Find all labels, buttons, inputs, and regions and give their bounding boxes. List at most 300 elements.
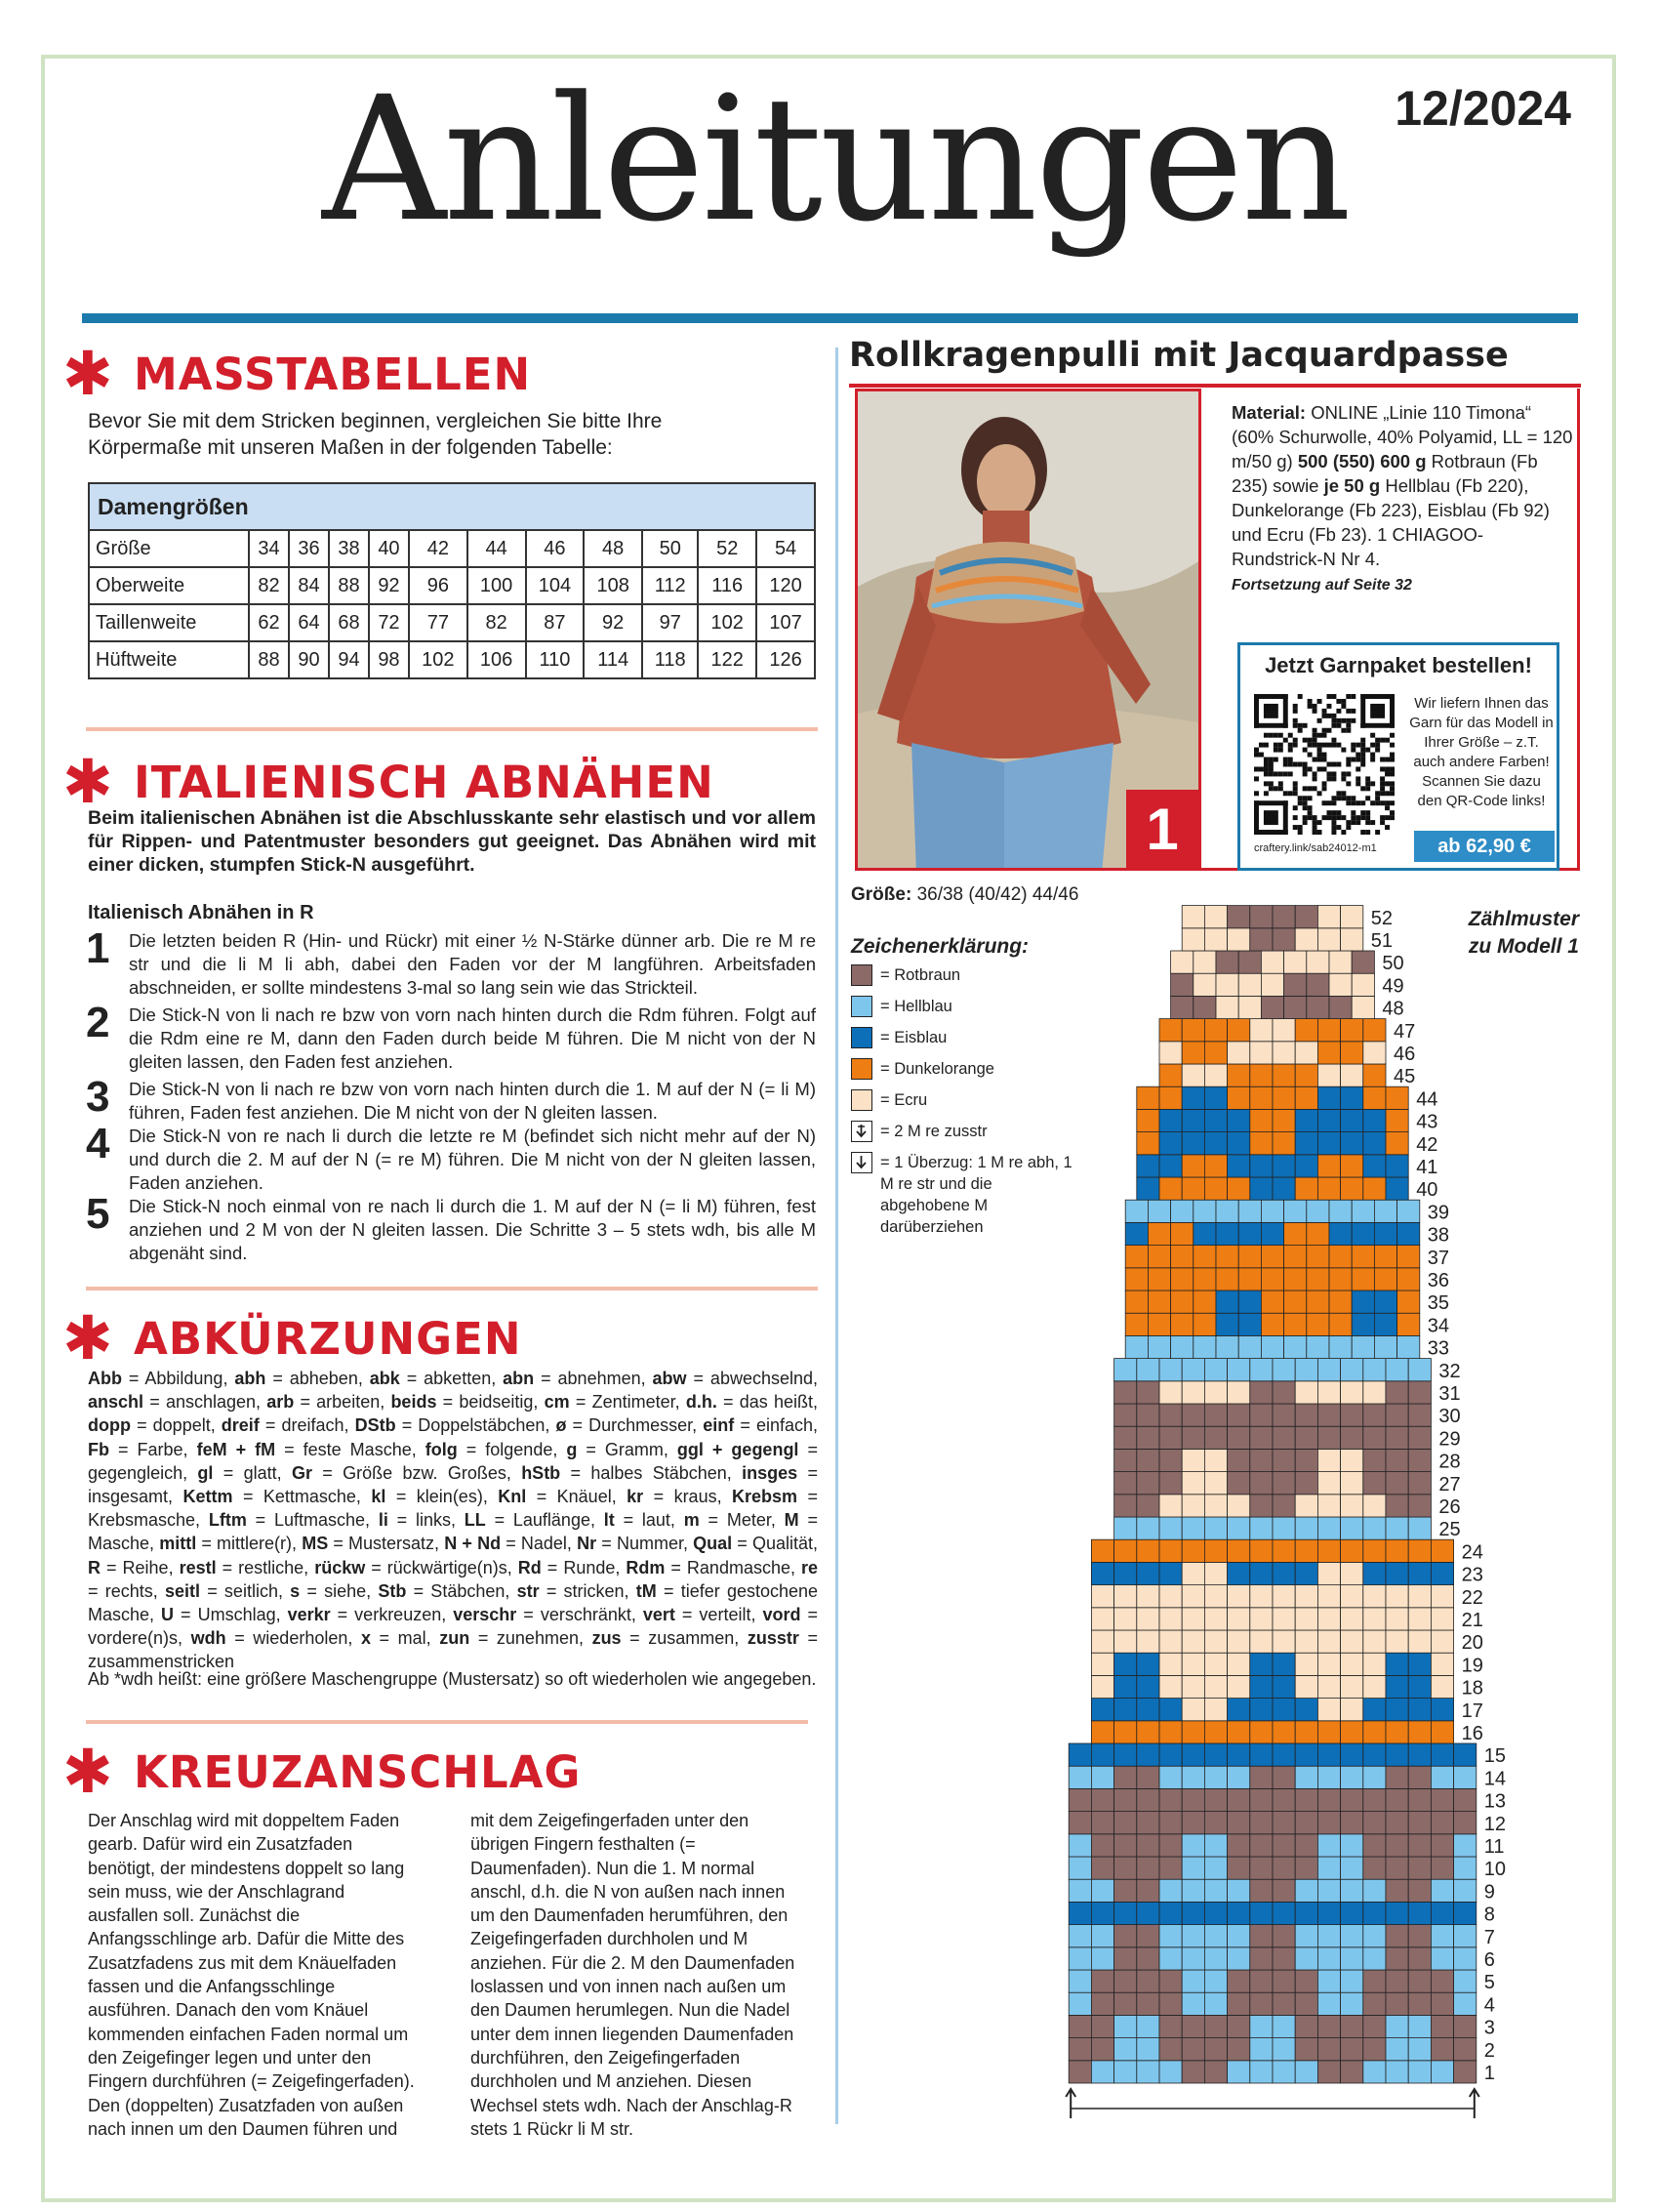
chart-cell	[1204, 1086, 1227, 1109]
chart-cell	[1408, 1653, 1431, 1675]
chart-cell	[1159, 1495, 1182, 1517]
abbreviation-item: ø = Durchmesser,	[555, 1415, 704, 1436]
chart-cell	[1137, 1902, 1159, 1924]
chart-cell	[1386, 1902, 1408, 1924]
size-table-cell: 118	[642, 641, 698, 678]
italienisch-intro: Beim italienischen Abnähen ist die Abschlusskante sehr elastisch und vor allem für Rippen- und Patentmuster besonders gut geeignet. Das Abnähen wird mit einer dicken, stumpfen Stick-N ausgeführt.	[88, 807, 816, 876]
chart-cell	[1182, 1721, 1204, 1743]
chart-cell	[1363, 1495, 1386, 1517]
chart-cell	[1137, 1426, 1159, 1449]
chart-row-number: 2	[1483, 2039, 1495, 2062]
abbreviation-item: d.h. = das heißt,	[685, 1392, 818, 1413]
chart-cell	[1317, 1857, 1340, 1879]
chart-cell	[1386, 1675, 1408, 1698]
chart-cell	[1341, 1766, 1363, 1788]
chart-cell	[1228, 906, 1250, 928]
chart-cell	[1273, 2015, 1295, 2037]
chart-cell	[1295, 1042, 1317, 1064]
step-item	[86, 1120, 816, 1195]
chart-cell	[1431, 1766, 1453, 1788]
abbreviation-term: mittl	[159, 1534, 197, 1554]
chart-cell	[1363, 1834, 1386, 1857]
chart-cell	[1363, 1426, 1386, 1449]
abbreviation-item: Rdm = Randmasche,	[626, 1557, 801, 1577]
chart-cell	[1114, 1834, 1137, 1857]
chart-cell	[1182, 1404, 1204, 1426]
chart-cell	[1273, 1132, 1295, 1155]
chart-cell	[1386, 1925, 1408, 1947]
chart-cell	[1386, 2038, 1408, 2061]
chart-cell	[1137, 1925, 1159, 1947]
chart-cell	[1069, 1947, 1091, 1970]
chart-cell	[1114, 1472, 1137, 1495]
chart-cell	[1228, 1426, 1250, 1449]
chart-cell	[1137, 1495, 1159, 1517]
chart-cell	[1069, 1970, 1091, 1992]
chart-cell	[1386, 1155, 1408, 1177]
abbreviation-term: str	[516, 1580, 540, 1601]
chart-cell	[1204, 1675, 1227, 1698]
chart-cell	[1228, 1495, 1250, 1517]
chart-cell	[1341, 1608, 1363, 1630]
abbreviation-term: Rdm	[626, 1557, 666, 1577]
chart-cell	[1329, 951, 1352, 973]
chart-cell	[1341, 1064, 1363, 1086]
abbreviation-term: ggl + gegengl	[676, 1439, 799, 1459]
abbreviation-term: LL	[464, 1510, 486, 1531]
chart-cell	[1159, 1449, 1182, 1471]
chart-cell	[1250, 1539, 1273, 1562]
chart-cell	[1273, 1472, 1295, 1495]
chart-cell	[1238, 1200, 1261, 1222]
chart-cell	[1295, 1970, 1317, 1992]
chart-cell	[1137, 1947, 1159, 1970]
abbreviation-term: d.h.	[685, 1392, 717, 1413]
chart-cell	[1273, 1064, 1295, 1086]
material-needle: 1 CHIAGOO-Rundstrick-N Nr 4.	[1232, 524, 1484, 569]
chart-cell	[1397, 1246, 1420, 1268]
chart-cell	[1317, 2038, 1340, 2061]
chart-cell	[1159, 1812, 1182, 1834]
chart-cell	[1341, 1857, 1363, 1879]
chart-cell	[1273, 1879, 1295, 1902]
abbreviation-term: restl	[179, 1557, 217, 1577]
chart-cell	[1341, 1743, 1363, 1766]
promo-url[interactable]: craftery.link/sab24012-m1	[1254, 842, 1377, 854]
chart-cell	[1273, 1788, 1295, 1811]
chart-caption-line2: zu Modell 1	[1468, 935, 1579, 958]
chart-cell	[1204, 1992, 1227, 2015]
chart-row-number: 39	[1427, 1202, 1450, 1224]
chart-cell	[1238, 1246, 1261, 1268]
chart-cell	[1228, 1743, 1250, 1766]
chart-cell	[1431, 1925, 1453, 1947]
chart-cell	[1069, 1788, 1091, 1811]
chart-cell	[1386, 1812, 1408, 1834]
chart-cell	[1250, 928, 1273, 951]
chart-cell	[1341, 1788, 1363, 1811]
size-table-cell: 100	[467, 567, 526, 604]
chart-cell	[1159, 1539, 1182, 1562]
chart-cell	[1273, 1517, 1295, 1539]
chart-cell	[1137, 1562, 1159, 1584]
chart-cell	[1159, 1086, 1182, 1109]
size-table-row-label: Oberweite	[89, 567, 249, 604]
abbreviation-term: verschr	[453, 1605, 517, 1625]
chart-cell	[1159, 1426, 1182, 1449]
chart-cell	[1317, 2061, 1340, 2083]
legend-label: = 2 M re zusstr	[880, 1123, 988, 1140]
chart-cell	[1159, 1925, 1182, 1947]
chart-cell	[1204, 1177, 1227, 1200]
chart-cell	[1091, 1653, 1113, 1675]
chart-cell	[1204, 1472, 1227, 1495]
abbreviation-item: dopp = doppelt,	[88, 1415, 222, 1436]
chart-cell	[1363, 1449, 1386, 1471]
chart-cell	[1295, 1472, 1317, 1495]
chart-cell	[1204, 1539, 1227, 1562]
chart-cell	[1125, 1246, 1148, 1268]
chart-cell	[1317, 1879, 1340, 1902]
chart-cell	[1317, 928, 1340, 951]
chart-cell	[1363, 1472, 1386, 1495]
chart-cell	[1250, 1834, 1273, 1857]
chart-cell	[1091, 1766, 1113, 1788]
chart-row-number: 23	[1461, 1564, 1483, 1586]
chart-cell	[1273, 1495, 1295, 1517]
chart-cell	[1228, 1177, 1250, 1200]
chart-row-number: 28	[1438, 1451, 1461, 1473]
chart-cell	[1363, 1539, 1386, 1562]
size-table-cell: 72	[369, 604, 409, 641]
chart-cell	[1250, 1495, 1273, 1517]
chart-cell	[1114, 1925, 1137, 1947]
chart-cell	[1261, 973, 1283, 996]
chart-cell	[1250, 1788, 1273, 1811]
chart-cell	[1182, 1132, 1204, 1155]
chart-cell	[1250, 1879, 1273, 1902]
abbreviation-item: arb = arbeiten,	[266, 1392, 391, 1413]
chart-cell	[1250, 1562, 1273, 1584]
chart-cell	[1454, 1766, 1477, 1788]
chart-row-number: 8	[1483, 1904, 1495, 1926]
chart-cell	[1386, 1947, 1408, 1970]
chart-cell	[1273, 1630, 1295, 1653]
chart-cell	[1228, 2061, 1250, 2083]
chart-cell	[1204, 1449, 1227, 1471]
chart-row-number: 3	[1483, 2017, 1495, 2039]
chart-cell	[1137, 1812, 1159, 1834]
chart-cell	[1386, 1381, 1408, 1404]
abbreviation-item: zus = zusammen,	[591, 1628, 748, 1649]
chart-cell	[1182, 1086, 1204, 1109]
chart-cell	[1069, 1834, 1091, 1857]
abbreviation-item: m = Meter,	[683, 1510, 785, 1531]
abbreviation-item: ggl + gegengl = gegengleich,	[88, 1439, 818, 1483]
chart-cell	[1341, 1585, 1363, 1608]
chart-cell	[1295, 1495, 1317, 1517]
chart-cell	[1307, 973, 1329, 996]
chart-cell	[1114, 2038, 1137, 2061]
chart-cell	[1250, 1653, 1273, 1675]
abbreviation-item: Lftm = Luftmasche,	[208, 1510, 379, 1531]
size-table-cell: 34	[249, 530, 289, 567]
chart-cell	[1182, 1879, 1204, 1902]
yarn-package-promo[interactable]	[1237, 642, 1559, 871]
chart-cell	[1408, 1630, 1431, 1653]
section-divider	[86, 1720, 808, 1724]
step-item	[86, 1073, 816, 1125]
chart-cell	[1386, 1472, 1408, 1495]
chart-cell	[1114, 1359, 1137, 1381]
chart-cell	[1148, 1246, 1170, 1268]
chart-cell	[1216, 1268, 1238, 1290]
chart-cell	[1431, 1721, 1453, 1743]
chart-cell	[1137, 1539, 1159, 1562]
abbreviation-term: hStb	[521, 1462, 561, 1483]
chart-cell	[1159, 1766, 1182, 1788]
chart-cell	[1317, 1743, 1340, 1766]
chart-cell	[1137, 1132, 1159, 1155]
chart-cell	[1114, 1857, 1137, 1879]
chart-cell	[1341, 1132, 1363, 1155]
size-table-row	[89, 567, 815, 604]
chart-cell	[1091, 2038, 1113, 2061]
chart-cell	[1431, 1653, 1453, 1675]
chart-cell	[1307, 951, 1329, 973]
chart-cell	[1182, 1495, 1204, 1517]
chart-cell	[1182, 1042, 1204, 1064]
chart-cell	[1386, 1426, 1408, 1449]
asterisk-icon: ✱	[62, 338, 114, 409]
chart-cell	[1250, 1426, 1273, 1449]
chart-row-number: 43	[1416, 1111, 1438, 1133]
chart-cell	[1317, 1812, 1340, 1834]
abbreviation-term: x	[360, 1628, 371, 1649]
chart-cell	[1408, 1788, 1431, 1811]
color-swatch	[851, 1027, 872, 1048]
chart-cell	[1137, 1766, 1159, 1788]
chart-cell	[1228, 1042, 1250, 1064]
abbreviation-term: insges	[742, 1462, 798, 1483]
chart-cell	[1408, 2015, 1431, 2037]
chart-cell	[1295, 1925, 1317, 1947]
abbreviation-item: restl = restliche,	[179, 1557, 315, 1577]
chart-cell	[1317, 1766, 1340, 1788]
abbreviation-term: Abb	[88, 1369, 122, 1388]
chart-cell	[1148, 1200, 1170, 1222]
chart-cell	[1386, 1834, 1408, 1857]
knitting-chart	[1064, 902, 1610, 2122]
chart-cell	[1295, 1766, 1317, 1788]
chart-cell	[1408, 1947, 1431, 1970]
size-table-cell: 44	[467, 530, 526, 567]
chart-cell	[1341, 1630, 1363, 1653]
chart-cell	[1182, 1653, 1204, 1675]
chart-cell	[1204, 2015, 1227, 2037]
chart-row-number: 34	[1427, 1315, 1450, 1337]
chart-cell	[1228, 1585, 1250, 1608]
chart-cell	[1137, 1585, 1159, 1608]
chart-cell	[1273, 1743, 1295, 1766]
chart-cell	[1329, 1290, 1352, 1313]
chart-cell	[1069, 1766, 1091, 1788]
chart-cell	[1273, 1947, 1295, 1970]
abbreviation-term: gl	[197, 1462, 214, 1483]
chart-cell	[1250, 2038, 1273, 2061]
chart-cell	[1273, 1812, 1295, 1834]
chart-cell	[1261, 1200, 1283, 1222]
chart-row-number: 52	[1370, 907, 1394, 929]
chart-cell	[1159, 1155, 1182, 1177]
chart-cell	[1261, 1268, 1283, 1290]
chart-cell	[1250, 1177, 1273, 1200]
size-table-cell: 94	[329, 641, 369, 678]
chart-cell	[1228, 1788, 1250, 1811]
chart-cell	[1182, 1766, 1204, 1788]
chart-cell	[1091, 1812, 1113, 1834]
chart-cell	[1363, 1699, 1386, 1721]
chart-cell	[1386, 1992, 1408, 2015]
range-arrow-icon	[1470, 2089, 1479, 2118]
chart-cell	[1091, 1675, 1113, 1698]
qr-code-icon[interactable]	[1254, 694, 1395, 835]
chart-cell	[1352, 1222, 1374, 1245]
chart-cell	[1341, 1517, 1363, 1539]
chart-cell	[1273, 1857, 1295, 1879]
chart-cell	[1386, 1132, 1408, 1155]
chart-cell	[1125, 1200, 1148, 1222]
size-table-cell: 40	[369, 530, 409, 567]
chart-cell	[1250, 1608, 1273, 1630]
chart-cell	[1273, 2061, 1295, 2083]
abbreviation-item: Abb = Abbildung,	[88, 1369, 235, 1388]
chart-cell	[1386, 1608, 1408, 1630]
chart-cell	[1397, 1222, 1420, 1245]
chart-cell	[1341, 1675, 1363, 1698]
chart-cell	[1317, 1653, 1340, 1675]
chart-cell	[1204, 1743, 1227, 1766]
size-table	[88, 482, 816, 679]
chart-cell	[1204, 1426, 1227, 1449]
abbreviation-term: Krebsm	[732, 1487, 798, 1507]
abbreviation-item: feM + fM = feste Masche,	[196, 1439, 425, 1459]
chart-cell	[1228, 1449, 1250, 1471]
chart-cell	[1204, 1788, 1227, 1811]
chart-cell	[1228, 1834, 1250, 1857]
chart-cell	[1386, 1177, 1408, 1200]
chart-cell	[1148, 1313, 1170, 1335]
chart-cell	[1125, 1290, 1148, 1313]
chart-cell	[1194, 1290, 1216, 1313]
chart-cell	[1454, 1834, 1477, 1857]
chart-cell	[1194, 973, 1216, 996]
legend-label: = Eisblau	[880, 1029, 948, 1046]
abbreviation-item: seitl = seitlich,	[164, 1580, 291, 1601]
chart-cell	[1204, 1585, 1227, 1608]
chart-cell	[1228, 1812, 1250, 1834]
size-table-cell: 116	[698, 567, 756, 604]
size-table-cell: 112	[642, 567, 698, 604]
abbreviation-item: anschl = anschlagen,	[88, 1392, 267, 1413]
chart-cell	[1159, 1857, 1182, 1879]
chart-cell	[1295, 1585, 1317, 1608]
chart-cell	[1352, 951, 1374, 973]
chart-cell	[1182, 1788, 1204, 1811]
chart-cell	[1216, 973, 1238, 996]
chart-cell	[1273, 1902, 1295, 1924]
chart-cell	[1295, 1019, 1317, 1042]
chart-cell	[1091, 1721, 1113, 1743]
chart-cell	[1341, 1472, 1363, 1495]
chart-cell	[1341, 1562, 1363, 1584]
chart-cell	[1204, 2038, 1227, 2061]
chart-row-number: 17	[1461, 1700, 1483, 1722]
chart-cell	[1408, 1699, 1431, 1721]
chart-cell	[1250, 1449, 1273, 1471]
chart-cell	[1091, 1947, 1113, 1970]
chart-cell	[1228, 1699, 1250, 1721]
legend-item	[851, 1058, 1085, 1080]
chart-cell	[1137, 1834, 1159, 1857]
chart-cell	[1273, 1086, 1295, 1109]
size-table-cell: 64	[289, 604, 329, 641]
chart-cell	[1329, 996, 1352, 1018]
chart-cell	[1125, 1268, 1148, 1290]
chart-cell	[1182, 1064, 1204, 1086]
chart-cell	[1182, 1539, 1204, 1562]
chart-cell	[1159, 1653, 1182, 1675]
chart-cell	[1182, 1019, 1204, 1042]
chart-cell	[1273, 1834, 1295, 1857]
chart-cell	[1069, 2061, 1091, 2083]
chart-cell	[1273, 1109, 1295, 1131]
chart-cell	[1114, 1562, 1137, 1584]
chart-cell	[1317, 1675, 1340, 1698]
abbreviation-term: abk	[369, 1369, 400, 1388]
chart-cell	[1352, 1313, 1374, 1335]
abbreviation-item: x = mal,	[360, 1628, 440, 1649]
size-table-cell: 50	[642, 530, 698, 567]
size-table-cell: 52	[698, 530, 756, 567]
chart-cell	[1250, 1630, 1273, 1653]
chart-cell	[1204, 1857, 1227, 1879]
abbreviation-item: Kettm = Kettmasche,	[182, 1487, 372, 1507]
chart-row-number: 41	[1416, 1157, 1438, 1178]
chart-cell	[1228, 1970, 1250, 1992]
chart-cell	[1148, 1290, 1170, 1313]
chart-cell	[1397, 1335, 1420, 1358]
chart-cell	[1204, 1630, 1227, 1653]
chart-cell	[1171, 996, 1194, 1018]
chart-cell	[1171, 951, 1194, 973]
chart-cell	[1307, 1313, 1329, 1335]
chart-cell	[1091, 1630, 1113, 1653]
chart-cell	[1182, 1925, 1204, 1947]
chart-cell	[1341, 1699, 1363, 1721]
chart-cell	[1137, 1970, 1159, 1992]
chart-row-number: 16	[1461, 1723, 1483, 1744]
chart-cell	[1250, 1766, 1273, 1788]
chart-cell	[1408, 1675, 1431, 1698]
k2tog-symbol-icon	[851, 1121, 872, 1142]
chart-cell	[1137, 1721, 1159, 1743]
chart-cell	[1374, 1335, 1396, 1358]
chart-cell	[1431, 1675, 1453, 1698]
chart-cell	[1386, 1653, 1408, 1675]
chart-cell	[1386, 1879, 1408, 1902]
chart-cell	[1341, 2015, 1363, 2037]
